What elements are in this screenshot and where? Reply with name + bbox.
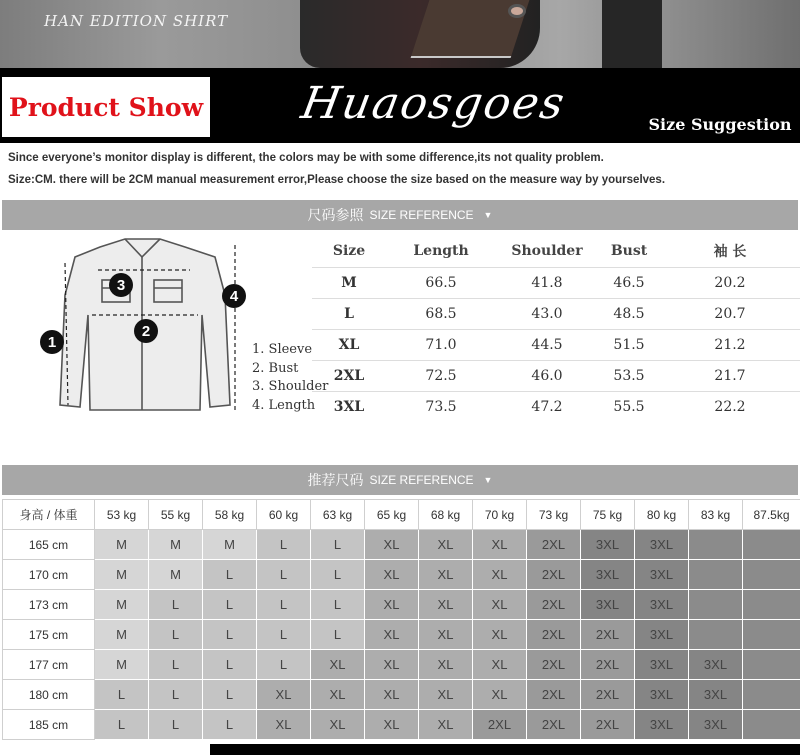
size-reference-title-en: SIZE REFERENCE [369,208,474,222]
recommended-size-cell [743,530,800,560]
cell-bust: 53.5 [613,368,645,384]
recommended-size-cell [689,530,743,560]
cell-length: 71.0 [425,337,457,353]
cell-bust: 51.5 [613,337,645,353]
recommended-size-cell: XL [365,620,419,650]
recommended-size-cell: XL [419,710,473,740]
recommended-size-cell: 3XL [635,560,689,590]
weight-header: 68 kg [419,500,473,530]
cell-sleeve-length: 22.2 [714,399,746,415]
legend-sleeve: 1. Sleeve [252,342,313,357]
recommended-size-cell: 3XL [581,560,635,590]
recommended-size-cell: XL [473,680,527,710]
legend-length: 4. Length [252,397,316,413]
recommended-size-cell [689,590,743,620]
recommended-size-cell: L [203,680,257,710]
recommended-size-cell: L [203,590,257,620]
weight-header: 83 kg [689,500,743,530]
recommended-size-cell: M [95,530,149,560]
size-chart-row [312,360,800,391]
weight-header: 58 kg [203,500,257,530]
height-row [3,680,800,710]
recommended-size-cell [743,560,800,590]
recommended-size-cell: L [257,650,311,680]
recommended-size-cell: XL [311,680,365,710]
cell-length: 73.5 [425,399,457,415]
cell-length: 72.5 [425,368,457,384]
recommended-size-cell: 2XL [473,710,527,740]
recommended-size-header [2,465,798,495]
recommended-size-cell: XL [365,590,419,620]
weight-header: 80 kg [635,500,689,530]
recommended-size-cell: XL [419,560,473,590]
recommended-size-cell: M [149,560,203,590]
recommended-size-cell: XL [473,560,527,590]
height-row [3,710,800,740]
height-row [3,620,800,650]
height-weight-size-table [2,499,800,740]
recommended-size-cell: 3XL [635,530,689,560]
recommended-size-cell: 2XL [527,560,581,590]
recommended-size-cell: XL [419,620,473,650]
recommended-size-cell: 2XL [581,710,635,740]
caret-down-icon: ▼ [483,210,493,220]
shirt-measurement-diagram [30,235,255,420]
recommended-size-cell: L [311,590,365,620]
legend-bust: 2. Bust [252,360,299,376]
cell-size: 3XL [333,399,365,415]
photo-trouser-leg [602,0,662,68]
recommended-size-cell: L [311,530,365,560]
legend-shoulder: 3. Shoulder [252,379,329,394]
recommended-size-cell [743,710,800,740]
recommended-size-cell: 3XL [635,620,689,650]
size-chart-row [312,298,800,329]
recommended-size-cell: M [149,530,203,560]
size-reference-title-cn: 尺码参照 [307,207,364,223]
recommended-size-cell: XL [365,530,419,560]
recommended-size-cell: 3XL [689,710,743,740]
marker-3: 3 [109,273,133,297]
height-label: 165 cm [3,530,95,560]
weight-header: 65 kg [365,500,419,530]
weight-header: 87.5kg [743,500,800,530]
cell-bust: 48.5 [613,306,645,322]
recommended-size-cell: 2XL [581,680,635,710]
recommended-size-cell: L [149,650,203,680]
recommended-size-cell: 3XL [635,680,689,710]
recommended-size-cell: L [95,710,149,740]
recommended-size-cell: M [95,650,149,680]
recommended-size-cell: 2XL [527,680,581,710]
size-chart-row [312,391,800,422]
recommended-size-cell: 3XL [635,710,689,740]
cell-sleeve-length: 20.7 [714,306,746,322]
recommended-size-cell: XL [257,710,311,740]
recommended-size-cell: L [95,680,149,710]
cell-sleeve-length: 20.2 [714,275,746,291]
recommended-size-cell: XL [365,560,419,590]
recommended-size-cell: XL [473,530,527,560]
height-label: 170 cm [3,560,95,590]
recommended-size-cell: XL [419,650,473,680]
size-suggestion-label: Size Suggestion [640,110,800,138]
height-row [3,650,800,680]
size-chart-header-row [312,235,800,267]
recommended-size-cell: XL [419,680,473,710]
recommended-size-cell: 2XL [527,650,581,680]
height-row [3,560,800,590]
marker-2: 2 [134,319,158,343]
recommended-size-cell: XL [473,650,527,680]
size-chart-body [312,267,800,422]
recommended-size-cell: XL [473,590,527,620]
height-label: 173 cm [3,590,95,620]
weight-header: 55 kg [149,500,203,530]
size-chart-table [312,235,800,422]
product-photo-strip [0,0,800,68]
recommended-size-cell: XL [365,710,419,740]
recommended-size-title-en: SIZE REFERENCE [369,473,474,487]
recommended-size-cell [743,590,800,620]
brand-logo-text: Huaosgoes [297,78,570,129]
col-shoulder: Shoulder [511,243,583,259]
cell-sleeve-length: 21.7 [714,368,746,384]
recommended-size-title-cn: 推荐尺码 [307,472,364,488]
col-length: Length [413,243,469,259]
cell-size: L [344,306,354,322]
size-chart-row [312,267,800,298]
recommended-size-cell: M [95,560,149,590]
recommended-size-cell: L [203,650,257,680]
cell-sleeve-length: 21.2 [714,337,746,353]
recommended-size-cell: XL [365,650,419,680]
cell-size: 2XL [333,368,365,384]
recommended-size-cell: 3XL [635,590,689,620]
recommended-size-cell: L [149,590,203,620]
photo-watermark: HAN EDITION SHIRT [44,12,229,30]
recommended-size-cell: L [149,620,203,650]
cell-size: XL [338,337,360,353]
height-row [3,590,800,620]
weight-header: 70 kg [473,500,527,530]
weight-header: 75 kg [581,500,635,530]
recommended-size-cell: L [257,620,311,650]
recommended-size-cell: XL [419,530,473,560]
height-weight-corner: 身高 / 体重 [3,500,95,530]
weight-header: 63 kg [311,500,365,530]
height-label: 180 cm [3,680,95,710]
recommended-size-cell [689,620,743,650]
brand-banner [0,68,800,143]
recommended-size-cell: 3XL [635,650,689,680]
recommended-size-cell: L [311,560,365,590]
height-label: 185 cm [3,710,95,740]
recommended-size-cell: XL [257,680,311,710]
bottom-banner-edge [210,744,800,755]
recommended-size-cell: 2XL [527,710,581,740]
height-row [3,530,800,560]
height-label: 177 cm [3,650,95,680]
recommended-size-cell: M [95,590,149,620]
recommended-size-cell: 2XL [527,620,581,650]
cell-bust: 46.5 [613,275,645,291]
cell-shoulder: 43.0 [531,306,563,322]
recommended-size-cell: XL [419,590,473,620]
cell-shoulder: 46.0 [531,368,563,384]
size-chart-row [312,329,800,360]
caret-down-icon: ▼ [483,475,493,485]
recommended-size-cell: L [311,620,365,650]
recommended-size-cell: L [149,680,203,710]
recommended-size-cell: XL [311,710,365,740]
recommended-size-cell: 2XL [581,620,635,650]
marker-4: 4 [222,284,246,308]
recommended-size-cell: M [203,530,257,560]
recommended-size-cell [743,650,800,680]
col-bust: Bust [610,243,648,259]
cell-shoulder: 47.2 [531,399,563,415]
notice-measurement-error: Size:CM. there will be 2CM manual measurement error,Please choose the size based on the measure way by yourselves. [8,174,666,186]
cell-length: 66.5 [425,275,457,291]
recommended-size-cell [743,620,800,650]
cell-size: M [341,275,357,291]
recommended-size-cell: 2XL [527,590,581,620]
recommended-size-cell: M [95,620,149,650]
recommended-size-cell: XL [365,680,419,710]
marker-1: 1 [40,330,64,354]
recommended-size-cell: 2XL [527,530,581,560]
cell-shoulder: 44.5 [531,337,563,353]
weight-header: 53 kg [95,500,149,530]
recommended-size-cell: XL [473,620,527,650]
weight-header: 60 kg [257,500,311,530]
recommended-size-cell: 3XL [689,680,743,710]
cell-bust: 55.5 [613,399,645,415]
size-reference-header [2,200,798,230]
recommended-size-cell: L [203,560,257,590]
weight-header: 73 kg [527,500,581,530]
recommended-size-cell [689,560,743,590]
recommended-size-cell: 3XL [689,650,743,680]
cell-length: 68.5 [425,306,457,322]
photo-hand-ring [508,4,526,18]
recommended-size-cell [743,680,800,710]
recommended-size-cell: L [149,710,203,740]
col-sleeve-length: 袖 长 [713,244,747,260]
col-size: Size [332,243,366,259]
notice-color-difference: Since everyone’s monitor display is different, the colors may be with some difference,its not quality problem. [8,152,604,164]
height-label: 175 cm [3,620,95,650]
recommended-size-cell: 2XL [581,650,635,680]
recommended-size-cell: 3XL [581,590,635,620]
recommended-size-cell: L [203,710,257,740]
product-show-label: Product Show [2,77,210,137]
recommended-size-cell: L [257,590,311,620]
cell-shoulder: 41.8 [531,275,563,291]
recommended-size-cell: 3XL [581,530,635,560]
weight-header-row [3,500,800,530]
recommended-size-cell: L [257,530,311,560]
recommended-size-cell: L [203,620,257,650]
recommended-size-cell: XL [311,650,365,680]
recommended-size-cell: L [257,560,311,590]
